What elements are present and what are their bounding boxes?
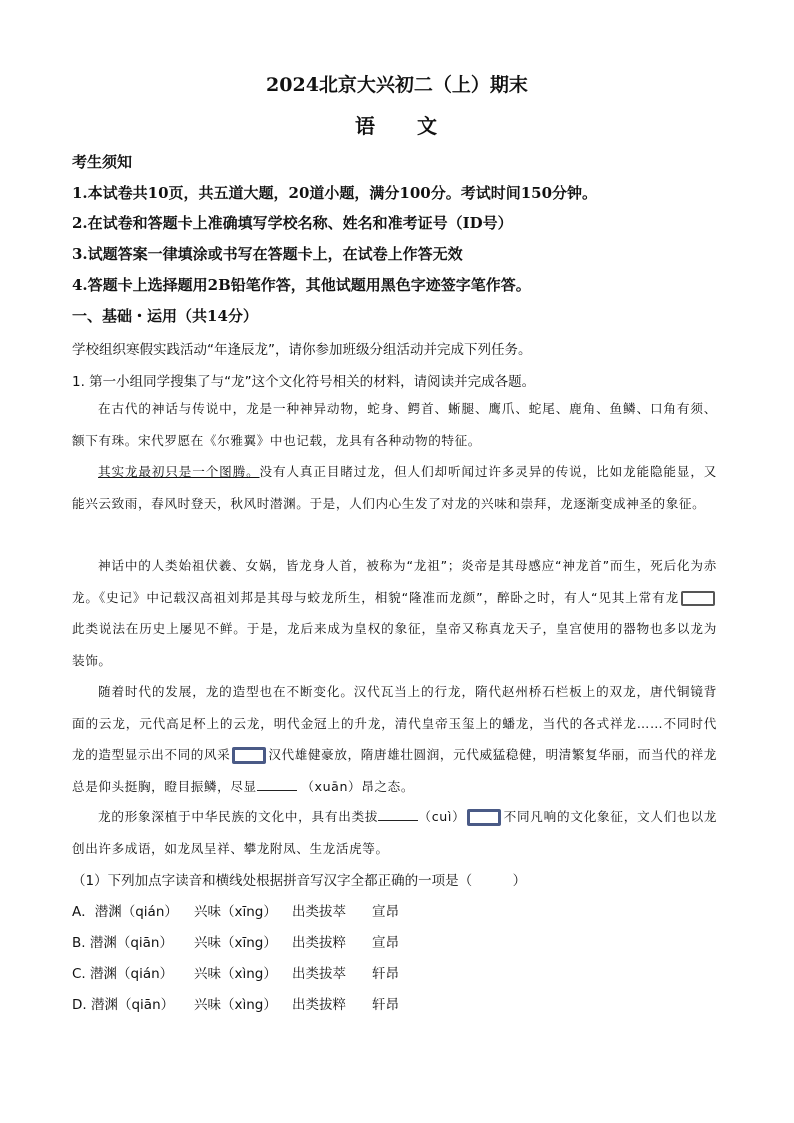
pinyin-blank-xuan[interactable] bbox=[257, 778, 297, 791]
option-b-label: B. 潜渊（qiān） bbox=[72, 935, 173, 951]
sub-question-1-stem: （1）下列加点字读音和横线处根据拼音写汉字全都正确的一项是（ ） bbox=[72, 873, 527, 889]
option-d[interactable] bbox=[72, 993, 399, 1013]
punctuation-blank-box-2[interactable] bbox=[232, 747, 266, 764]
option-a-c: 出类拔萃 bbox=[292, 904, 346, 920]
option-c-label: C. 潜渊（qián） bbox=[72, 966, 174, 982]
section-intro: 学校组织寒假实践活动“年逢辰龙”，请你参加班级分组活动并完成下列任务。 bbox=[72, 342, 532, 358]
option-a-b: 兴味（xīng） bbox=[194, 904, 277, 920]
passage-paragraph-3 bbox=[72, 550, 717, 676]
option-b-b: 兴味（xīng） bbox=[194, 935, 277, 951]
option-a-label: A．潜渊（qián） bbox=[72, 904, 178, 920]
option-b[interactable] bbox=[72, 931, 399, 951]
notice-item-4: 4.答题卡上选择题用2B铅笔作答，其他试题用黑色字迹签字笔作答。 bbox=[72, 276, 531, 294]
notice-item-3: 3.试题答案一律填涂或书写在答题卡上，在试卷上作答无效 bbox=[72, 245, 463, 263]
passage-paragraph-2-text: 没有人真正目睹过龙，但人们却听闻过许多灵异的传说，比如龙能隐能显，又能兴云致雨，春风时登天，秋风时潜渊。于是，人们内心生发了对龙的兴味和崇拜，龙逐渐变成神圣的象征。 bbox=[72, 464, 717, 511]
section-heading: 一、基础・运用（共14分） bbox=[72, 307, 258, 325]
option-b-d: 宣昂 bbox=[372, 935, 399, 951]
passage-paragraph-3-text-b: 此类说法在历史上屡见不鲜。于是，龙后来成为皇权的象征，皇帝又称真龙天子，皇宫使用的器物也多以龙为装饰。 bbox=[72, 621, 717, 668]
passage-paragraph-4-text-b: 汉代雄健豪放，隋唐雄壮圆润，元代威猛稳健，明清繁复华丽，而当代的祥龙总是仰头挺胸，瞪目振鳞，尽显 bbox=[72, 747, 718, 794]
notice-item-1: 1.本试卷共10页，共五道大题，20道小题，满分100分。考试时间150分钟。 bbox=[72, 184, 598, 202]
option-c[interactable] bbox=[72, 962, 399, 982]
option-d-d: 轩昂 bbox=[372, 997, 399, 1013]
passage-paragraph-4 bbox=[72, 676, 717, 802]
option-c-c: 出类拔萃 bbox=[292, 966, 346, 982]
option-a[interactable] bbox=[72, 900, 399, 920]
notice-item-2: 2.在试卷和答题卡上准确填写学校名称、姓名和准考证号（ID号） bbox=[72, 214, 513, 232]
passage-paragraph-5 bbox=[72, 801, 717, 864]
passage-paragraph-4-text-c: （xuān）昂之态。 bbox=[301, 778, 415, 794]
option-a-d: 宣昂 bbox=[372, 904, 399, 920]
passage-paragraph-5-text-c: 不同凡响的文化象征，文人们也以龙创出许多成语，如龙凤呈祥、攀龙附凤、生龙活虎等。 bbox=[72, 809, 717, 856]
option-d-c: 出类拔粹 bbox=[292, 997, 346, 1013]
notice-heading: 考生须知 bbox=[72, 153, 133, 171]
passage-paragraph-1: 在古代的神话与传说中，龙是一种神异动物，蛇身、鳄首、蜥腿、鹰爪、蛇尾、鹿角、鱼鳞、口角有须、额下有珠。宋代罗愿在《尔雅翼》中也记载，龙具有各种动物的特征。 bbox=[72, 401, 717, 448]
question-1-stem: 1. 第一小组同学搜集了与“龙”这个文化符号相关的材料，请阅读并完成各题。 bbox=[72, 374, 536, 390]
option-c-d: 轩昂 bbox=[372, 966, 399, 982]
option-d-b: 兴味（xìng） bbox=[194, 997, 277, 1013]
option-d-label: D. 潜渊（qiān） bbox=[72, 997, 175, 1013]
punctuation-blank-box-3[interactable] bbox=[467, 809, 501, 826]
underlined-sentence: 其实龙最初只是一个图腾。 bbox=[98, 464, 260, 479]
passage-paragraph-4-text-a: 随着时代的发展，龙的造型也在不断变化。汉代瓦当上的行龙，隋代赵州桥石栏板上的双龙，唐代铜镜背面的云龙，元代高足杯上的云龙，明代金冠上的升龙，清代皇帝玉玺上的蟠龙，当代的各式祥龙……不同时代龙的造型显示出不同的风采 bbox=[72, 684, 717, 762]
passage-paragraph-2 bbox=[72, 456, 717, 519]
subject-title: 语文 bbox=[355, 114, 479, 138]
option-b-c: 出类拔粹 bbox=[292, 935, 346, 951]
passage-paragraph-3-text-a: 神话中的人类始祖伏羲、女娲，皆龙身人首，被称为“龙祖”；炎帝是其母感应“神龙首”而生，死后化为赤龙。《史记》中记载汉高祖刘邦是其母与蛟龙所生，相貌“隆准而龙颜”，醉卧之时，有人“见其上常有龙 bbox=[72, 558, 717, 605]
exam-title: 2024北京大兴初二（上）期末 bbox=[266, 74, 528, 96]
pinyin-blank-cui[interactable] bbox=[378, 808, 418, 821]
punctuation-blank-box-1[interactable] bbox=[681, 591, 715, 606]
passage-paragraph-5-text-b: （cuì） bbox=[418, 809, 466, 824]
passage-paragraph-5-text-a: 龙的形象深植于中华民族的文化中，具有出类拔 bbox=[98, 809, 379, 824]
option-c-b: 兴味（xìng） bbox=[194, 966, 277, 982]
